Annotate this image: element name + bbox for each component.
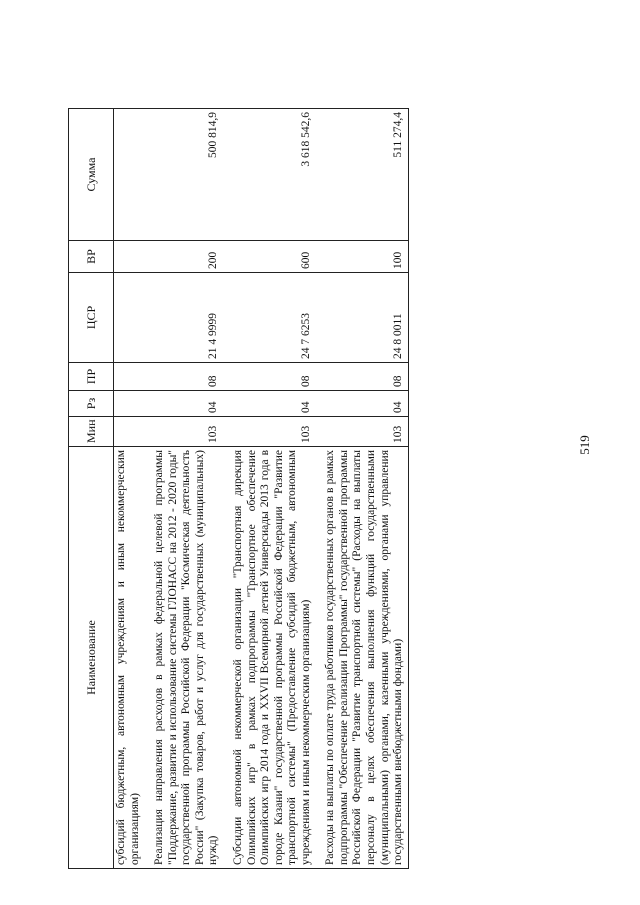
budget-table: [68, 108, 409, 869]
header-csr: ЦСР: [69, 273, 114, 363]
cell-sum: [114, 109, 145, 241]
cell-pr: 08: [315, 363, 408, 391]
header-vr: ВР: [69, 241, 114, 273]
header-sum: Сумма: [69, 109, 114, 241]
cell-rz: 04: [315, 391, 408, 417]
cell-csr: 24 7 6253: [223, 273, 315, 363]
cell-name: субсидий бюджетным, автономным учреждениям и иным некоммерческим организациям): [114, 447, 145, 869]
cell-csr: 21 4 9999: [144, 273, 223, 363]
header-min: Мин: [69, 417, 114, 447]
cell-name: Расходы на выплаты по оплате труда работников государственных органов в рамках подпрограммы "Обеспечение реализации Программы" государственной программы Российской Федерации "Развитие транспортной системы" (Расходы на выплаты персоналу в целях обеспечения выполнения функций государственными (муниципальными) органами, казенными учреждениями, органами управления государственными внебюджетными фондами): [315, 447, 408, 869]
cell-pr: 08: [144, 363, 223, 391]
cell-sum: 3 618 542,6: [223, 109, 315, 241]
cell-csr: 24 8 0011: [315, 273, 408, 363]
header-rz: Рз: [69, 391, 114, 417]
header-name: Наименование: [69, 447, 114, 869]
page-number: 519: [577, 435, 592, 455]
table-row: [315, 109, 408, 869]
cell-vr: 200: [144, 241, 223, 273]
cell-min: 103: [315, 417, 408, 447]
cell-rz: 04: [223, 391, 315, 417]
cell-sum: 511 274,4: [315, 109, 408, 241]
cell-name: Реализация направления расходов в рамках федеральной целевой программы "Поддержание, развитие и использование системы ГЛОНАСС на 2012 - 2020 годы" государственной программы Российской Федерации "Космическая деятельность России" (Закупка товаров, работ и услуг для государственных (муниципальных) нужд): [144, 447, 223, 869]
table-row: [114, 109, 145, 869]
cell-pr: [114, 363, 145, 391]
cell-vr: [114, 241, 145, 273]
cell-csr: [114, 273, 145, 363]
cell-vr: 600: [223, 241, 315, 273]
header-pr: ПР: [69, 363, 114, 391]
table-header-row: [69, 109, 114, 869]
cell-vr: 100: [315, 241, 408, 273]
cell-rz: [114, 391, 145, 417]
table-row: [223, 109, 315, 869]
cell-min: 103: [223, 417, 315, 447]
cell-rz: 04: [144, 391, 223, 417]
cell-pr: 08: [223, 363, 315, 391]
table-row: [144, 109, 223, 869]
cell-name: Субсидии автономной некоммерческой организации "Транспортная дирекция Олимпийских игр" в рамках подпрограммы "Транспортное обеспечение Олимпийских игр 2014 года и XXVII Всемирной летней Универсиады 2013 года в городе Казани" государственной программы Российской Федерации "Развитие транспортной системы" (Предоставление субсидий бюджетным, автономным учреждениям и иным некоммерческим организациям): [223, 447, 315, 869]
cell-sum: 500 814,9: [144, 109, 223, 241]
cell-min: 103: [144, 417, 223, 447]
cell-min: [114, 417, 145, 447]
